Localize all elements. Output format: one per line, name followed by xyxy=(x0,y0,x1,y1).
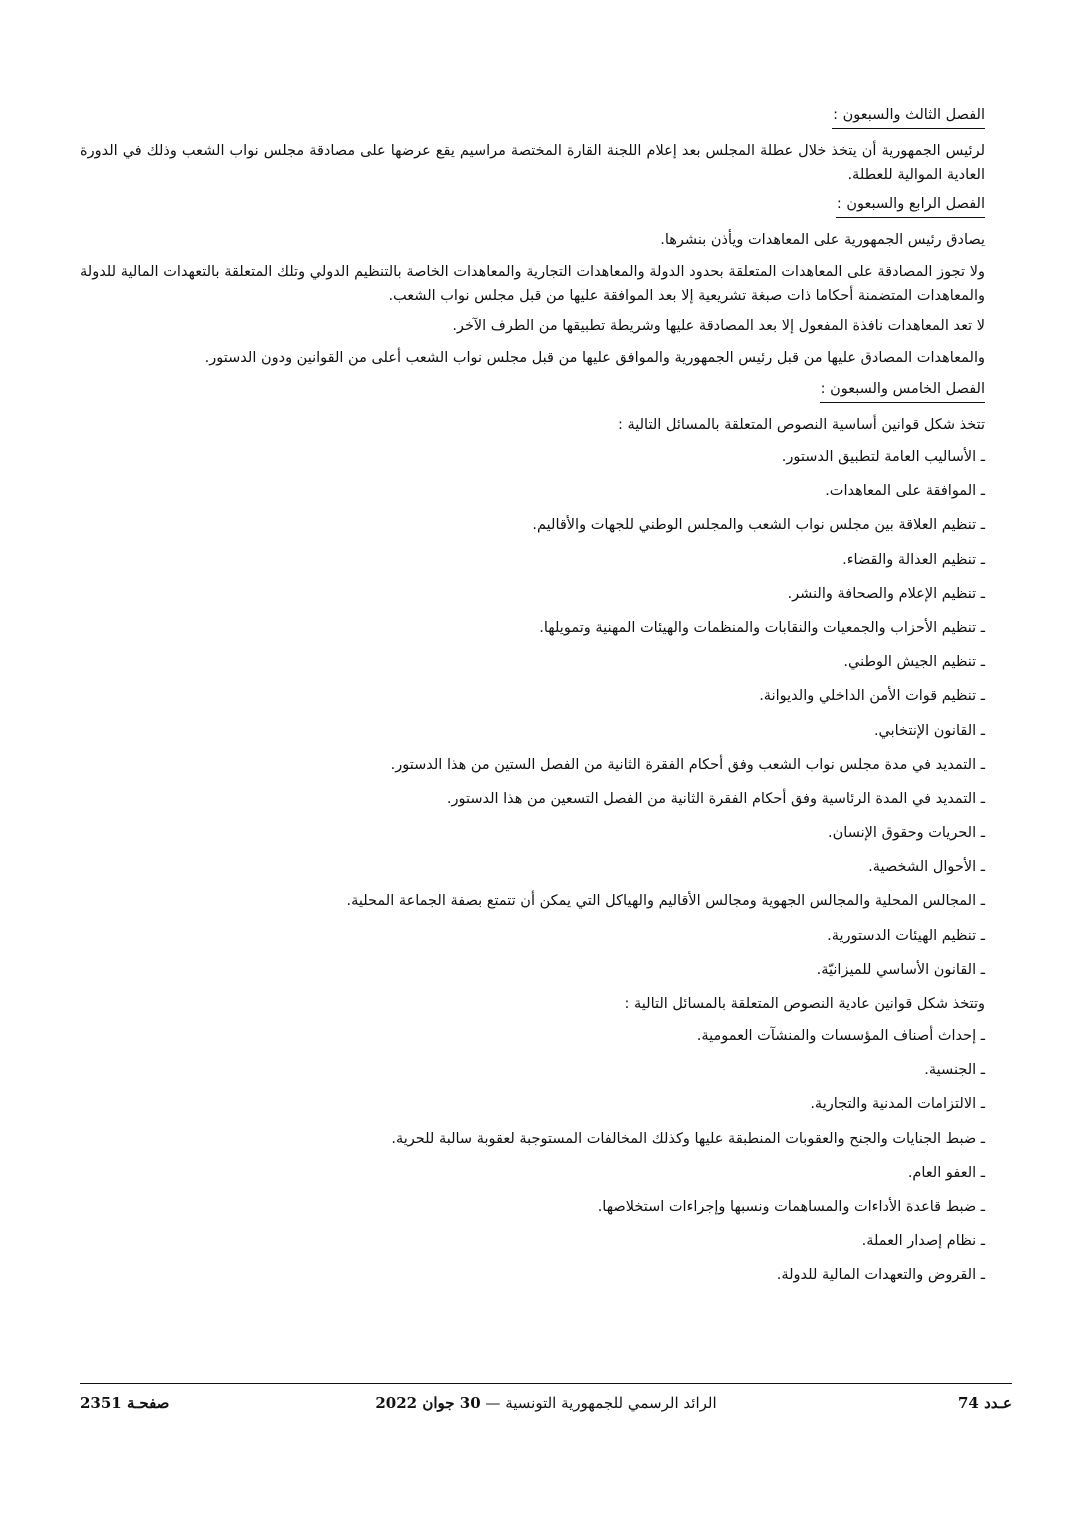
list-item: ـ تنظيم الإعلام والصحافة والنشر. xyxy=(787,585,985,602)
article-74-paragraph-1: يصادق رئيس الجمهورية على المعاهدات ويأذن بنشرها. xyxy=(660,232,985,248)
article-75-heading-wrap xyxy=(80,378,985,403)
article-74-paragraph-2: ولا تجوز المصادقة على المعاهدات المتعلقة بحدود الدولة والمعاهدات التجارية والمعاهدات الخاصة بالتنظيم الدولي وتلك المتعلقة بالتعهدات المالية للدولة والمعاهدات المتضمنة أحكاما ذات صبغة تشريعية إلا بعد الموافقة عليها من قبل مجلس نواب الشعب. xyxy=(80,264,985,304)
article-74-heading: الفصل الرابع والسبعون : xyxy=(836,194,985,218)
list-item: ـ الالتزامات المدنية والتجارية. xyxy=(810,1096,985,1113)
page-footer xyxy=(80,1391,1012,1415)
issue-number: عـدد 74 xyxy=(958,1394,1012,1412)
list-item: ـ تنظيم العلاقة بين مجلس نواب الشعب والمجلس الوطني للجهات والأقاليم. xyxy=(532,517,985,534)
list-item: ـ الأحوال الشخصية. xyxy=(868,859,985,876)
list-item: ـ تنظيم العدالة والقضاء. xyxy=(842,551,985,568)
list-item: ـ نظام إصدار العملة. xyxy=(861,1233,985,1250)
article-73-heading-wrap xyxy=(80,104,985,129)
article-75-heading: الفصل الخامس والسبعون : xyxy=(820,379,985,403)
ordinary-laws-list xyxy=(80,1024,985,1287)
organic-laws-list xyxy=(80,445,985,982)
list-item: ـ تنظيم قوات الأمن الداخلي والديوانة. xyxy=(759,688,985,705)
footer-divider xyxy=(80,1383,1012,1384)
list-item: ـ الموافقة على المعاهدات. xyxy=(825,483,985,500)
list-item: ـ القانون الأساسي للميزانيّة. xyxy=(816,961,985,978)
list-item: ـ تنظيم الجيش الوطني. xyxy=(843,654,985,671)
document-body xyxy=(80,104,985,1298)
journal-title xyxy=(80,1391,1012,1415)
article-73-heading: الفصل الثالث والسبعون : xyxy=(832,105,985,129)
list-item: ـ العفو العام. xyxy=(907,1164,985,1181)
list-item: ـ القانون الإنتخابي. xyxy=(873,722,985,739)
list-item: ـ تنظيم الهيئات الدستورية. xyxy=(827,927,985,944)
page-number: صفحـة 2351 xyxy=(80,1394,170,1412)
list-item: ـ ضبط الجنايات والجنح والعقوبات المنطبقة عليها وكذلك المخالفات المستوجبة لعقوبة سالبة للحرية. xyxy=(391,1130,985,1147)
list-item: ـ الأساليب العامة لتطبيق الدستور. xyxy=(781,449,985,465)
list-item: ـ الحريات وحقوق الإنسان. xyxy=(828,825,985,842)
article-73-paragraph: لرئيس الجمهورية أن يتخذ خلال عطلة المجلس بعد إعلام اللجنة القارة المختصة مراسيم يقع عرضها على مصادقة مجلس نواب الشعب وذلك في الدورة العادية الموالية للعطلة. xyxy=(80,143,985,183)
list-item: ـ التمديد في مدة مجلس نواب الشعب وفق أحكام الفقرة الثانية من الفصل الستين من هذا الدستور. xyxy=(390,756,985,773)
article-74-heading-wrap xyxy=(80,193,985,218)
list-item: ـ التمديد في المدة الرئاسية وفق أحكام الفقرة الثانية من الفصل التسعين من هذا الدستور. xyxy=(446,790,985,807)
list-item: ـ المجالس المحلية والمجالس الجهوية ومجالس الأقاليم والهياكل التي يمكن أن تتمتع بصفة الجماعة المحلية. xyxy=(346,893,985,910)
article-74-paragraph-4: والمعاهدات المصادق عليها من قبل رئيس الجمهورية والموافق عليها من قبل مجلس نواب الشعب أعلى من القوانين ودون الدستور. xyxy=(204,350,985,366)
publication-date: 30 جوان 2022 xyxy=(375,1394,481,1412)
article-75-intro-ordinary: وتتخذ شكل قوانين عادية النصوص المتعلقة بالمسائل التالية : xyxy=(624,996,985,1012)
article-75-intro-organic: تتخذ شكل قوانين أساسية النصوص المتعلقة بالمسائل التالية : xyxy=(617,417,985,433)
list-item: ـ القروض والتعهدات المالية للدولة. xyxy=(776,1267,985,1284)
journal-name: الرائد الرسمي للجمهورية التونسية — xyxy=(485,1394,717,1412)
list-item: ـ ضبط قاعدة الأداءات والمساهمات ونسبها وإجراءات استخلاصها. xyxy=(597,1198,985,1215)
article-74-paragraph-3: لا تعد المعاهدات نافذة المفعول إلا بعد المصادقة عليها وشريطة تطبيقها من الطرف الآخر. xyxy=(452,318,985,334)
list-item: ـ الجنسية. xyxy=(924,1062,985,1079)
list-item: ـ تنظيم الأحزاب والجمعيات والنقابات والمنظمات والهيئات المهنية وتمويلها. xyxy=(539,619,985,636)
list-item: ـ إحداث أصناف المؤسسات والمنشآت العمومية. xyxy=(696,1028,985,1044)
